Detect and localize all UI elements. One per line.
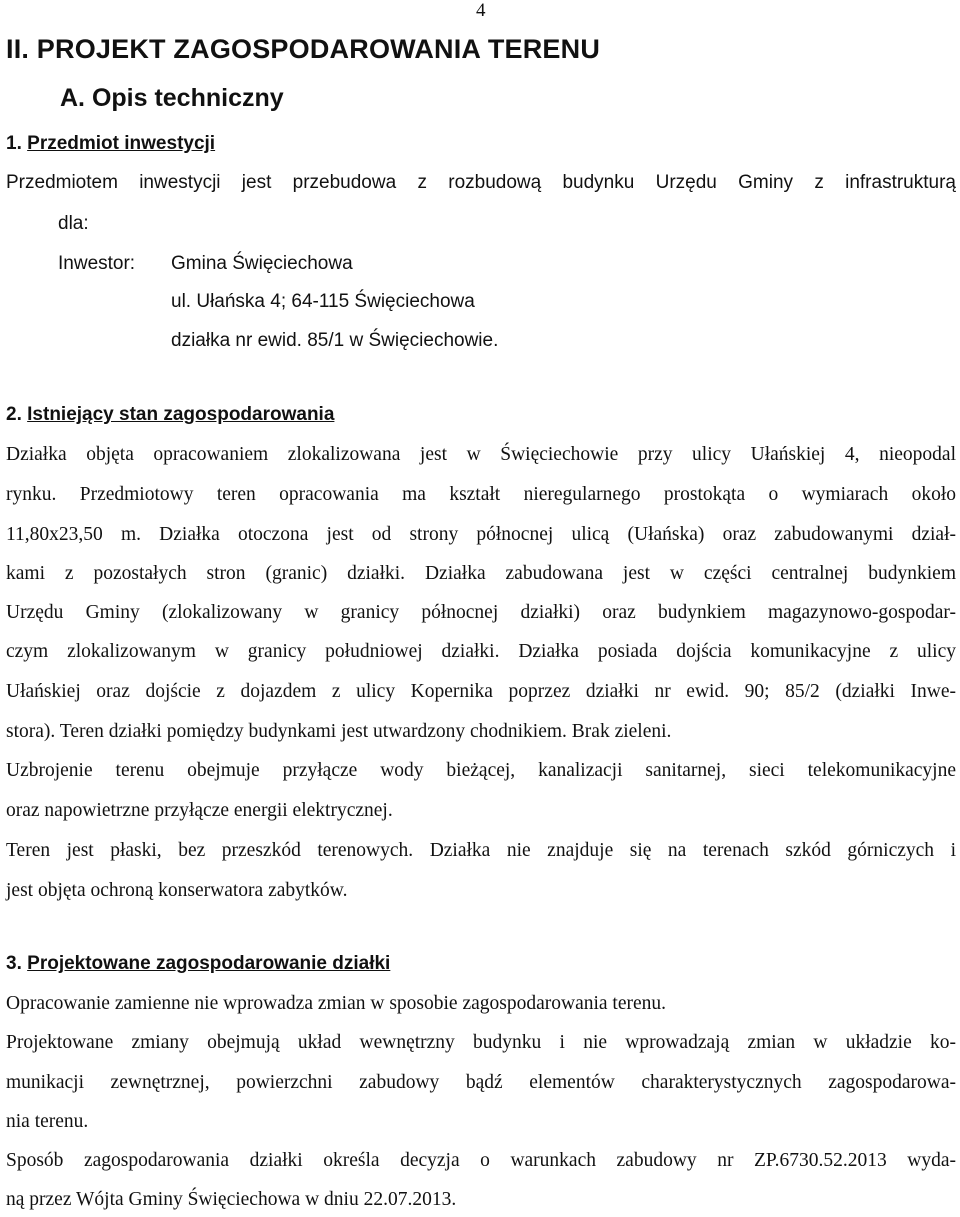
section2-paragraph-line: 11,80x23,50 m. Działka otoczona jest od strony północnej ulicą (Ułańska) oraz zabudowanymi dział- [6,524,956,545]
section3-title: Projektowane zagospodarowanie działki [27,953,391,974]
section3-number: 3. [6,953,22,974]
section2-paragraph-line: Uzbrojenie terenu obejmuje przyłącze wody bieżącej, kanalizacji sanitarnej, sieci telekomunikacyjne [6,760,956,781]
section2-number: 2. [6,404,22,425]
section1-line: Przedmiotem inwestycji jest przebudowa z rozbudową budynku Urzędu Gminy z infrastrukturą [6,172,956,193]
section2-paragraph-line: stora). Teren działki pomiędzy budynkami jest utwardzony chodnikiem. Brak zieleni. [6,721,672,742]
section2-paragraph-line: czym zlokalizowanym w granicy południowej działki. Działka posiada dojścia komunikacyjne z ulicy [6,641,956,662]
section2-paragraph-line: Urzędu Gminy (zlokalizowany w granicy północnej działki) oraz budynkiem magazynowo-gospodar- [6,602,956,623]
main-heading: II. PROJEKT ZAGOSPODAROWANIA TERENU [6,34,601,64]
section2-paragraph-line: jest objęta ochroną konserwatora zabytków. [6,880,348,901]
section2-paragraph-line: rynku. Przedmiotowy teren opracowania ma kształt nieregularnego prostokąta o wymiarach około [6,484,956,505]
section1-title: Przedmiot inwestycji [27,133,216,154]
investor-label: Inwestor: [58,253,136,274]
investor-plot: działka nr ewid. 85/1 w Święciechowie. [171,330,499,351]
page-number: 4 [476,0,486,21]
section2-paragraph-line: kami z pozostałych stron (granic) działki. Działka zabudowana jest w części centralnej budynkiem [6,563,956,584]
section3-paragraph-line: Sposób zagospodarowania działki określa decyzja o warunkach zabudowy nr ZP.6730.52.2013 wyda- [6,1150,956,1171]
section3-paragraph-line: munikacji zewnętrznej, powierzchni zabudowy bądź elementów charakterystycznych zagospodarowa- [6,1072,956,1093]
sub-heading: A. Opis techniczny [60,84,284,112]
section2-paragraph-line: oraz napowietrzne przyłącze energii elektrycznej. [6,800,393,821]
investor-address: ul. Ułańska 4; 64-115 Święciechowa [171,291,475,312]
section1-line: dla: [58,213,89,234]
section2-paragraph-line: Działka objęta opracowaniem zlokalizowana jest w Święciechowie przy ulicy Ułańskiej 4, nieopodal [6,444,956,465]
section2-paragraph-line: Ułańskiej oraz dojście z dojazdem z ulicy Kopernika poprzez działki nr ewid. 90; 85/2 (działki Inwe- [6,681,956,702]
section3-paragraph-line: Opracowanie zamienne nie wprowadza zmian w sposobie zagospodarowania terenu. [6,993,667,1014]
section3-paragraph-line: Projektowane zmiany obejmują układ wewnętrzny budynku i nie wprowadzają zmian w układzie ko- [6,1032,956,1053]
section2-paragraph-line: Teren jest płaski, bez przeszkód terenowych. Działka nie znajduje się na terenach szkód górniczych i [6,840,956,861]
section2-title: Istniejący stan zagospodarowania [27,404,335,425]
section3-paragraph-line: ną przez Wójta Gminy Święciechowa w dniu 22.07.2013. [6,1189,457,1210]
section1-heading [6,133,215,155]
section3-heading [6,953,390,975]
investor-name: Gmina Święciechowa [171,253,353,274]
section1-number: 1. [6,133,22,154]
section3-paragraph-line: nia terenu. [6,1111,89,1132]
section2-heading [6,404,334,426]
